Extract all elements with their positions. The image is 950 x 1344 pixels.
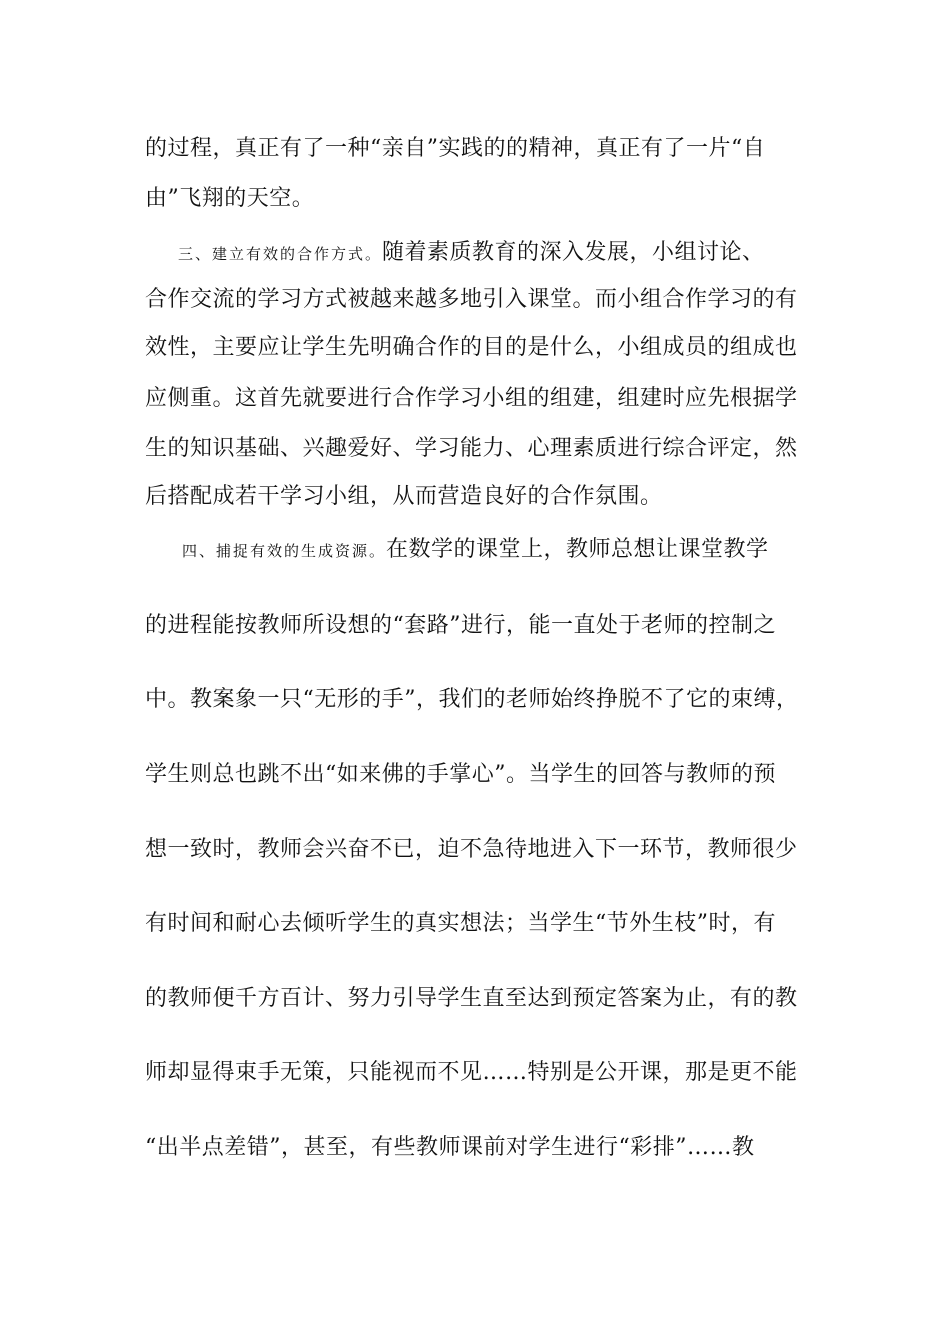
paragraph-line: “出半点差错”，甚至，有些教师课前对学生进行“彩排”……教 <box>145 1135 755 1160</box>
paragraph-line: 应侧重。这首先就要进行合作学习小组的组建，组建时应先根据学 <box>145 386 798 411</box>
paragraph-line: 由”飞翔的天空。 <box>145 186 315 211</box>
paragraph-line: 合作交流的学习方式被越来越多地引入课堂。而小组合作学习的有 <box>145 287 798 312</box>
section-3-heading: 三、建立有效的合作方式。 <box>178 245 383 263</box>
paragraph-line: 的进程能按教师所设想的“套路”进行，能一直处于老师的控制之 <box>145 613 776 638</box>
paragraph-line: 效性，主要应让学生先明确合作的目的是什么，小组成员的组成也 <box>145 335 798 360</box>
paragraph-line: 想一致时，教师会兴奋不已，迫不急待地进入下一环节，教师很少 <box>145 837 798 862</box>
paragraph-line: 的过程，真正有了一种“亲自”实践的的精神，真正有了一片“自 <box>145 136 766 161</box>
paragraph-line: 中。教案象一只“无形的手”，我们的老师始终挣脱不了它的束缚， <box>145 687 799 712</box>
paragraph-line: 的教师便千方百计、努力引导学生直至达到预定答案为止，有的教 <box>145 986 798 1011</box>
paragraph-line: 师却显得束手无策，只能视而不见……特别是公开课，那是更不能 <box>145 1060 798 1085</box>
paragraph-line: 学生则总也跳不出“如来佛的手掌心”。当学生的回答与教师的预 <box>145 762 776 787</box>
paragraph-line: 有时间和耐心去倾听学生的真实想法；当学生“节外生枝”时，有 <box>145 911 776 936</box>
paragraph-text: 随着素质教育的深入发展，小组讨论、 <box>382 240 765 265</box>
paragraph-line: 生的知识基础、兴趣爱好、学习能力、心理素质进行综合评定，然 <box>145 436 798 461</box>
paragraph-line: 后搭配成若干学习小组，从而营造良好的合作氛围。 <box>145 484 663 509</box>
section-4-first-line <box>182 535 805 566</box>
paragraph-text: 在数学的课堂上，教师总想让课堂教学 <box>386 537 769 562</box>
section-4-heading: 四、捕捉有效的生成资源。 <box>182 542 387 560</box>
section-3-first-line <box>178 238 805 269</box>
